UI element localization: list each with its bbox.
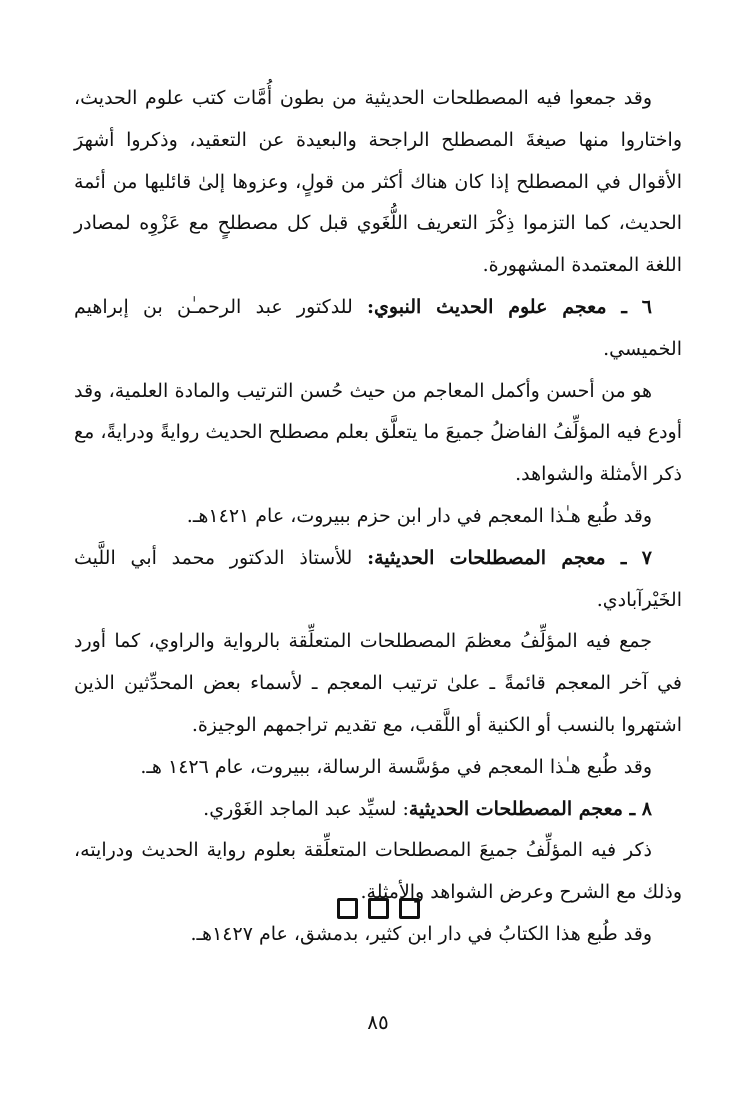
entry-7 <box>74 538 682 622</box>
entry-8-description: ذكر فيه المؤلِّفُ جميعَ المصطلحات المتعلِّقة بعلوم رواية الحديث ودرايته، وذلك مع الشرح وعرض الشواهد والأمثلة. <box>74 839 682 904</box>
entry-7-title: ٧ ـ معجم المصطلحات الحديثية: <box>367 546 652 569</box>
entry-8 <box>74 789 682 831</box>
page-number: ٨٥ <box>367 1010 389 1034</box>
entry-7-description: جمع فيه المؤلِّفُ معظمَ المصطلحات المتعلِّقة بالرواية والراوي، كما أورد في آخر المعجم قائمةً ـ علىٰ ترتيب المعجم ـ لأسماء بعض المحدِّثين الذين اشتهروا بالنسب أو الكنية أو اللَّقب، مع تقديم تراجمهم الوجيزة. <box>74 630 682 736</box>
entry-6 <box>74 287 682 371</box>
entry-6-publication: وقد طُبع هـٰذا المعجم في دار ابن حزم ببيروت، عام ١٤٢١هـ. <box>186 504 652 527</box>
entry-6-description: هو من أحسن وأكمل المعاجم من حيث حُسن الترتيب والمادة العلمية، وقد أودع فيه المؤلِّفُ الفاضلُ جميعَ ما يتعلَّق بعلم مصطلح الحديث روايةً ودرايةً، مع ذكر الأمثلة والشواهد. <box>74 379 682 486</box>
three-squares-divider <box>0 898 756 919</box>
entry-7-author: للأستاذ الدكتور محمد أبي اللَّيث الخَيْرآبادي. <box>74 546 682 611</box>
entry-8-publication: وقد طُبع هذا الكتابُ في دار ابن كثير، بدمشق، عام ١٤٢٧هـ. <box>190 922 652 945</box>
entry-6-title: ٦ ـ معجم علوم الحديث النبوي: <box>367 295 652 318</box>
entry-6-author: للدكتور عبد الرحمـٰن بن إبراهيم الخميسي. <box>74 295 682 360</box>
entry-8-author: : لسيِّد عبد الماجد الغَوْري. <box>203 797 409 820</box>
square-icon <box>368 898 389 919</box>
square-icon <box>337 898 358 919</box>
page-body <box>74 78 682 956</box>
entry-8-title: ٨ ـ معجم المصطلحات الحديثية <box>408 797 652 820</box>
intro-paragraph: وقد جمعوا فيه المصطلحات الحديثية من بطون أُمَّات كتب علوم الحديث، واختاروا منها صيغةَ المصطلح الراجحة والبعيدة عن التعقيد، وذكروا أشهرَ الأقوال في المصطلح إذا كان هناك أكثر من قولٍ، وعزوها إلىٰ قائليها من أئمة الحديث، كما التزموا ذِكْرَ التعريف اللُّغَوي قبل كل مصطلحٍ مع عَزْوِه لمصادر اللغة المعتمدة المشهورة. <box>74 87 682 277</box>
entry-7-publication: وقد طُبع هـٰذا المعجم في مؤسَّسة الرسالة، ببيروت، عام ١٤٢٦ هـ. <box>140 755 652 778</box>
square-icon <box>399 898 420 919</box>
